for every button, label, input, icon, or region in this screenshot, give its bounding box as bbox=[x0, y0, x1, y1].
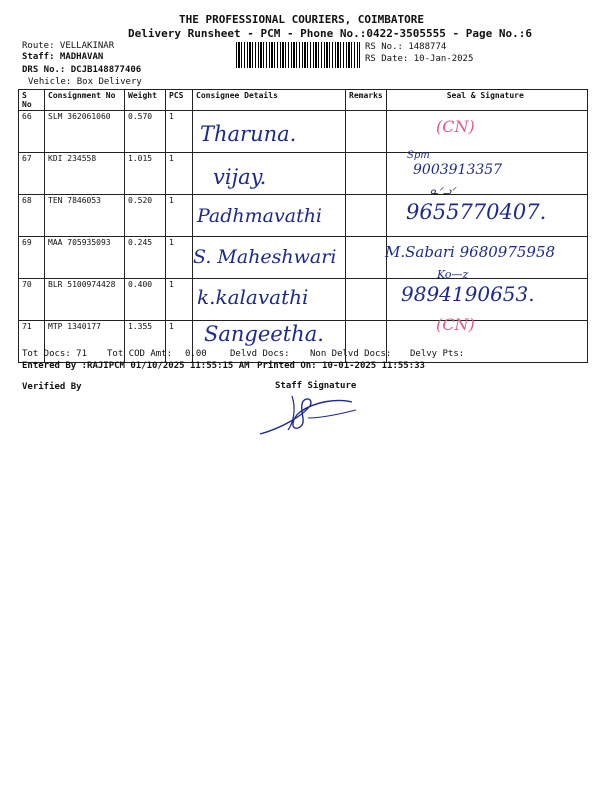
barcode-image bbox=[236, 42, 360, 68]
cell-weight: 1.015 bbox=[125, 153, 166, 195]
entered-by: Entered By :RAJIPCM 01/10/2025 11:55:15 AM bbox=[22, 361, 250, 371]
col-pcs: PCS bbox=[166, 90, 193, 111]
cell-consignment: MAA 705935093 bbox=[45, 237, 125, 279]
page-subtitle: Delivery Runsheet - PCM - Phone No.:0422-3505555 - Page No.:6 bbox=[128, 27, 532, 40]
cell-pcs: 1 bbox=[166, 153, 193, 195]
handwritten-name: Padhmavathi bbox=[197, 205, 323, 227]
cell-pcs: 1 bbox=[166, 195, 193, 237]
cell-consignment: TEN 7846053 bbox=[45, 195, 125, 237]
route-label: Route: VELLAKINAR bbox=[22, 41, 115, 51]
col-consignment: Consignment No bbox=[45, 90, 125, 111]
handwritten-name: k.kalavathi bbox=[197, 285, 309, 309]
handwritten-phone: 9894190653. bbox=[401, 282, 535, 306]
cell-remarks bbox=[346, 153, 387, 195]
signature-scribble: Ko—z bbox=[437, 268, 469, 281]
col-consignee: Consignee Details bbox=[193, 90, 346, 111]
handwritten-name: Tharuna. bbox=[200, 122, 297, 146]
signature-scribble: Spm bbox=[407, 150, 430, 161]
page-title: THE PROFESSIONAL COURIERS, COIMBATORE bbox=[179, 13, 425, 26]
total-cod-amount: 0.00 bbox=[185, 349, 207, 359]
col-weight: Weight bbox=[125, 90, 166, 111]
cell-remarks bbox=[346, 237, 387, 279]
cell-pcs: 1 bbox=[166, 321, 193, 363]
handwritten-phone: M.Sabari 9680975958 bbox=[385, 243, 556, 261]
drs-label: DRS No.: DCJB148877406 bbox=[22, 65, 142, 75]
cell-sno: 66 bbox=[19, 111, 45, 153]
rs-date: RS Date: 10-Jan-2025 bbox=[365, 54, 474, 64]
cell-weight: 0.520 bbox=[125, 195, 166, 237]
cell-weight: 0.570 bbox=[125, 111, 166, 153]
handwritten-name: vijay. bbox=[213, 165, 267, 189]
col-remarks: Remarks bbox=[346, 90, 387, 111]
vehicle-label: Vehicle: Box Delivery bbox=[28, 77, 142, 87]
cell-sno: 68 bbox=[19, 195, 45, 237]
cell-weight: 0.400 bbox=[125, 279, 166, 321]
delivered-docs: Delvd Docs: bbox=[230, 349, 290, 359]
signature-scribble: ᓇᐟᓗᐟ bbox=[430, 186, 456, 197]
rs-number: RS No.: 1488774 bbox=[365, 42, 447, 52]
cell-pcs: 1 bbox=[166, 111, 193, 153]
cell-consignment: SLM 362061060 bbox=[45, 111, 125, 153]
handwritten-phone: 9003913357 bbox=[413, 162, 503, 178]
staff-signature-label: Staff Signature bbox=[275, 381, 357, 391]
cell-sno: 69 bbox=[19, 237, 45, 279]
cell-weight: 0.245 bbox=[125, 237, 166, 279]
cn-stamp: (CN) bbox=[436, 117, 475, 136]
cell-remarks bbox=[346, 111, 387, 153]
table-header-row bbox=[19, 90, 588, 111]
cell-remarks bbox=[346, 279, 387, 321]
printed-on: Printed On: 10-01-2025 11:55:33 bbox=[257, 361, 425, 371]
col-seal: Seal & Signature bbox=[386, 90, 587, 111]
cell-pcs: 1 bbox=[166, 237, 193, 279]
staff-signature-drawing bbox=[252, 388, 362, 440]
cell-consignment: KDI 234558 bbox=[45, 153, 125, 195]
staff-label: Staff: MADHAVAN bbox=[22, 52, 104, 62]
cn-stamp: (CN) bbox=[436, 315, 475, 334]
total-docs: Tot Docs: 71 bbox=[22, 349, 88, 359]
delivery-points: Delvy Pts: bbox=[410, 349, 465, 359]
cell-sno: 67 bbox=[19, 153, 45, 195]
col-sno: S No bbox=[19, 90, 45, 111]
cell-remarks bbox=[346, 195, 387, 237]
cell-seal bbox=[386, 111, 587, 153]
cell-pcs: 1 bbox=[166, 279, 193, 321]
non-delivered-docs: Non Delvd Docs: bbox=[310, 349, 392, 359]
handwritten-phone: 9655770407. bbox=[406, 200, 547, 224]
total-cod-label: Tot COD Amt: bbox=[107, 349, 173, 359]
cell-consignment: MTP 1340177 bbox=[45, 321, 125, 363]
cell-weight: 1.355 bbox=[125, 321, 166, 363]
verified-by: Verified By bbox=[22, 382, 82, 392]
cell-sno: 71 bbox=[19, 321, 45, 363]
cell-sno: 70 bbox=[19, 279, 45, 321]
handwritten-name: Sangeetha. bbox=[204, 322, 324, 346]
handwritten-name: S. Maheshwari bbox=[193, 246, 337, 268]
cell-consignment: BLR 5100974428 bbox=[45, 279, 125, 321]
table-row bbox=[19, 111, 588, 153]
